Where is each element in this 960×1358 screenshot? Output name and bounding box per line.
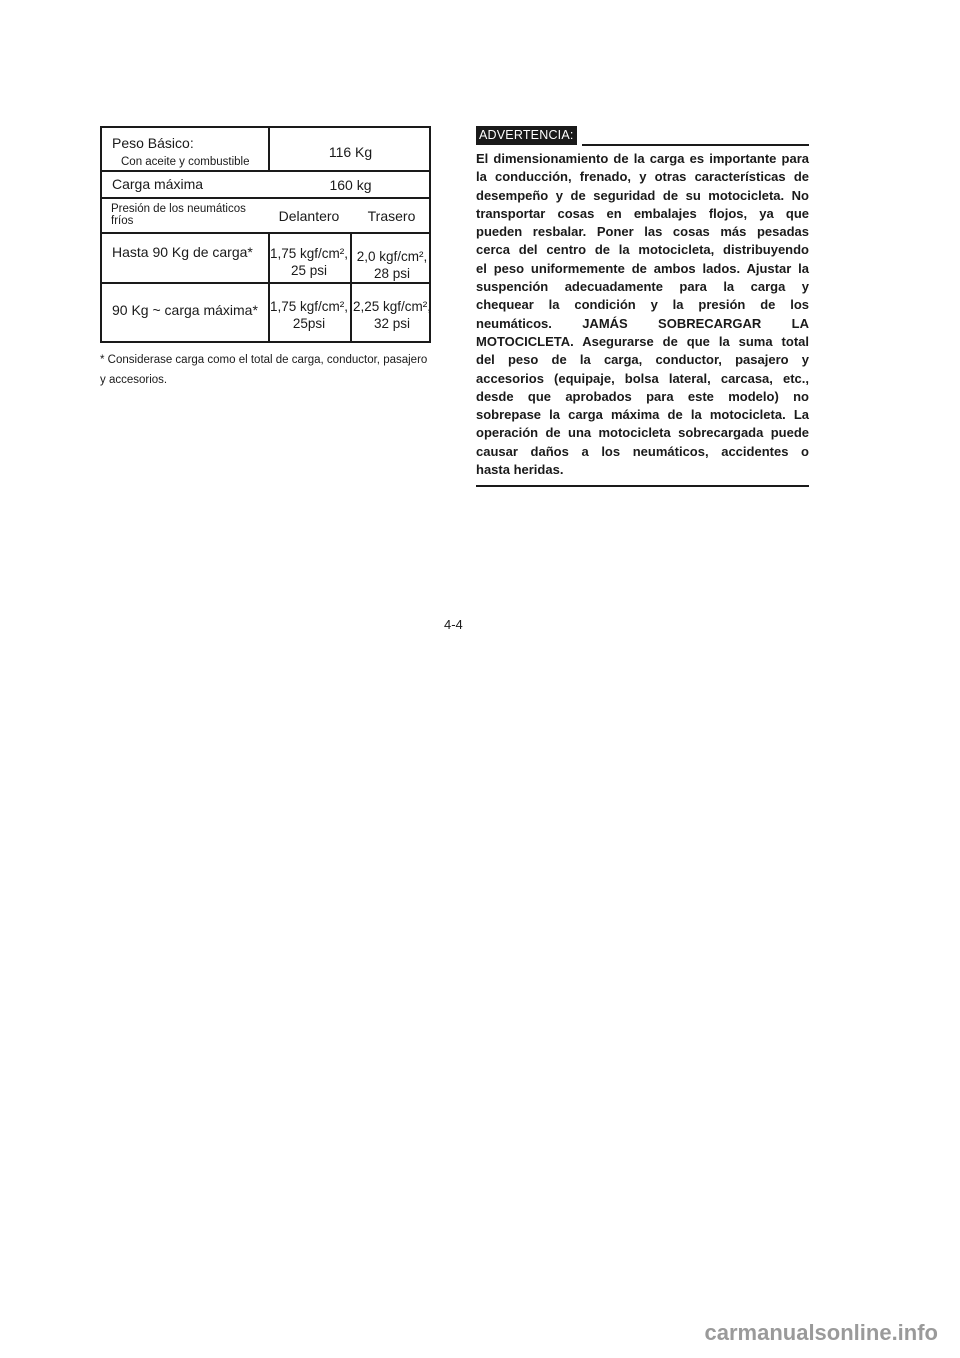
- front-pressure-kgf: 1,75 kgf/cm²,: [269, 246, 349, 261]
- rear-pressure-psi: 32 psi: [373, 316, 411, 331]
- basic-weight-sublabel: Con aceite y combustible: [121, 156, 250, 168]
- warning-line: desempeño y de seguridad de su motocicleta. No: [476, 187, 809, 203]
- front-pressure-90-to-max: [268, 298, 350, 332]
- pressure-label-line2: fríos: [111, 215, 134, 227]
- basic-weight-label: Peso Básico:: [112, 135, 194, 151]
- warning-line: la conducción, frenado, y otras características de: [476, 169, 809, 185]
- pressure-label: [111, 203, 246, 227]
- load-spec-table: [100, 126, 431, 343]
- pressure-label-line1: Presión de los neumáticos: [111, 203, 246, 215]
- basic-weight-value: 116 Kg: [328, 144, 373, 160]
- front-pressure-up-to-90: [268, 245, 350, 279]
- col-rear-header: Trasero: [367, 208, 416, 224]
- page-number: 4-4: [444, 617, 463, 632]
- watermark-text: carmanualsonline.info: [704, 1320, 938, 1345]
- row-label-up-to-90: Hasta 90 Kg de carga*: [112, 244, 253, 260]
- warning-line: sobrepase la carga máxima de la motocicleta. La: [476, 407, 809, 423]
- rear-pressure-psi: 28 psi: [373, 266, 411, 281]
- warning-header: [476, 126, 809, 146]
- table-rule: [102, 232, 429, 234]
- warning-line: del peso de la carga, conductor, pasajero y: [476, 352, 809, 368]
- warning-text: [476, 150, 809, 479]
- warning-line: el peso uniformemente de ambos lados. Ajustar la: [476, 260, 809, 276]
- warning-line: desde que aprobados para este modelo) no: [476, 388, 809, 404]
- table-rule: [102, 170, 429, 172]
- rear-pressure-kgf: 2,25 kgf/cm²,: [352, 299, 432, 314]
- warning-line: causar daños a los neumáticos, accidentes o: [476, 443, 809, 459]
- col-front-header: Delantero: [278, 208, 340, 224]
- warning-bottom-rule: [476, 485, 809, 487]
- front-pressure-kgf: 1,75 kgf/cm²,: [269, 299, 349, 314]
- table-rule: [102, 282, 429, 284]
- warning-line: El dimensionamiento de la carga es importante para: [476, 151, 809, 166]
- warning-line: cerca del centro de la motocicleta, distribuyendo: [476, 242, 809, 258]
- warning-line: MOTOCICLETA. Asegurarse de que la suma total: [476, 333, 809, 349]
- warning-line: operación de una motocicleta sobrecargada puede: [476, 425, 809, 441]
- footnote-line-1: * Considerase carga como el total de carga, conductor, pasajero: [100, 354, 428, 366]
- rear-pressure-kgf: 2,0 kgf/cm²,: [356, 249, 428, 264]
- warning-line: hasta heridas.: [476, 462, 564, 478]
- rear-pressure-90-to-max: [351, 298, 433, 332]
- warning-line: pueden resbalar. Poner las cosas más pesadas: [476, 224, 809, 240]
- table-footnote: [100, 350, 440, 390]
- max-load-label: Carga máxima: [112, 176, 204, 192]
- warning-line: neumáticos. JAMÁS SOBRECARGAR LA: [476, 315, 809, 331]
- front-pressure-psi: 25psi: [292, 316, 326, 331]
- row-label-90-to-max: 90 Kg ~ carga máxima*: [112, 302, 258, 318]
- warning-line: chequear la condición y la presión de los: [476, 297, 809, 313]
- warning-line: transportar cosas en embalajes flojos, ya que: [476, 205, 809, 221]
- rear-pressure-up-to-90: [352, 248, 432, 282]
- warning-top-rule: [582, 144, 809, 146]
- warning-line: accesorios (equipaje, bolsa lateral, carcasa, etc.,: [476, 370, 809, 386]
- front-pressure-psi: 25 psi: [290, 263, 328, 278]
- table-rule: [102, 197, 429, 199]
- footnote-line-2: y accesorios.: [100, 374, 168, 386]
- warning-block: [476, 126, 809, 487]
- warning-line: suspención adecuadamente para la carga y: [476, 279, 809, 295]
- warning-tag: ADVERTENCIA:: [476, 126, 577, 145]
- max-load-value: 160 kg: [329, 177, 372, 193]
